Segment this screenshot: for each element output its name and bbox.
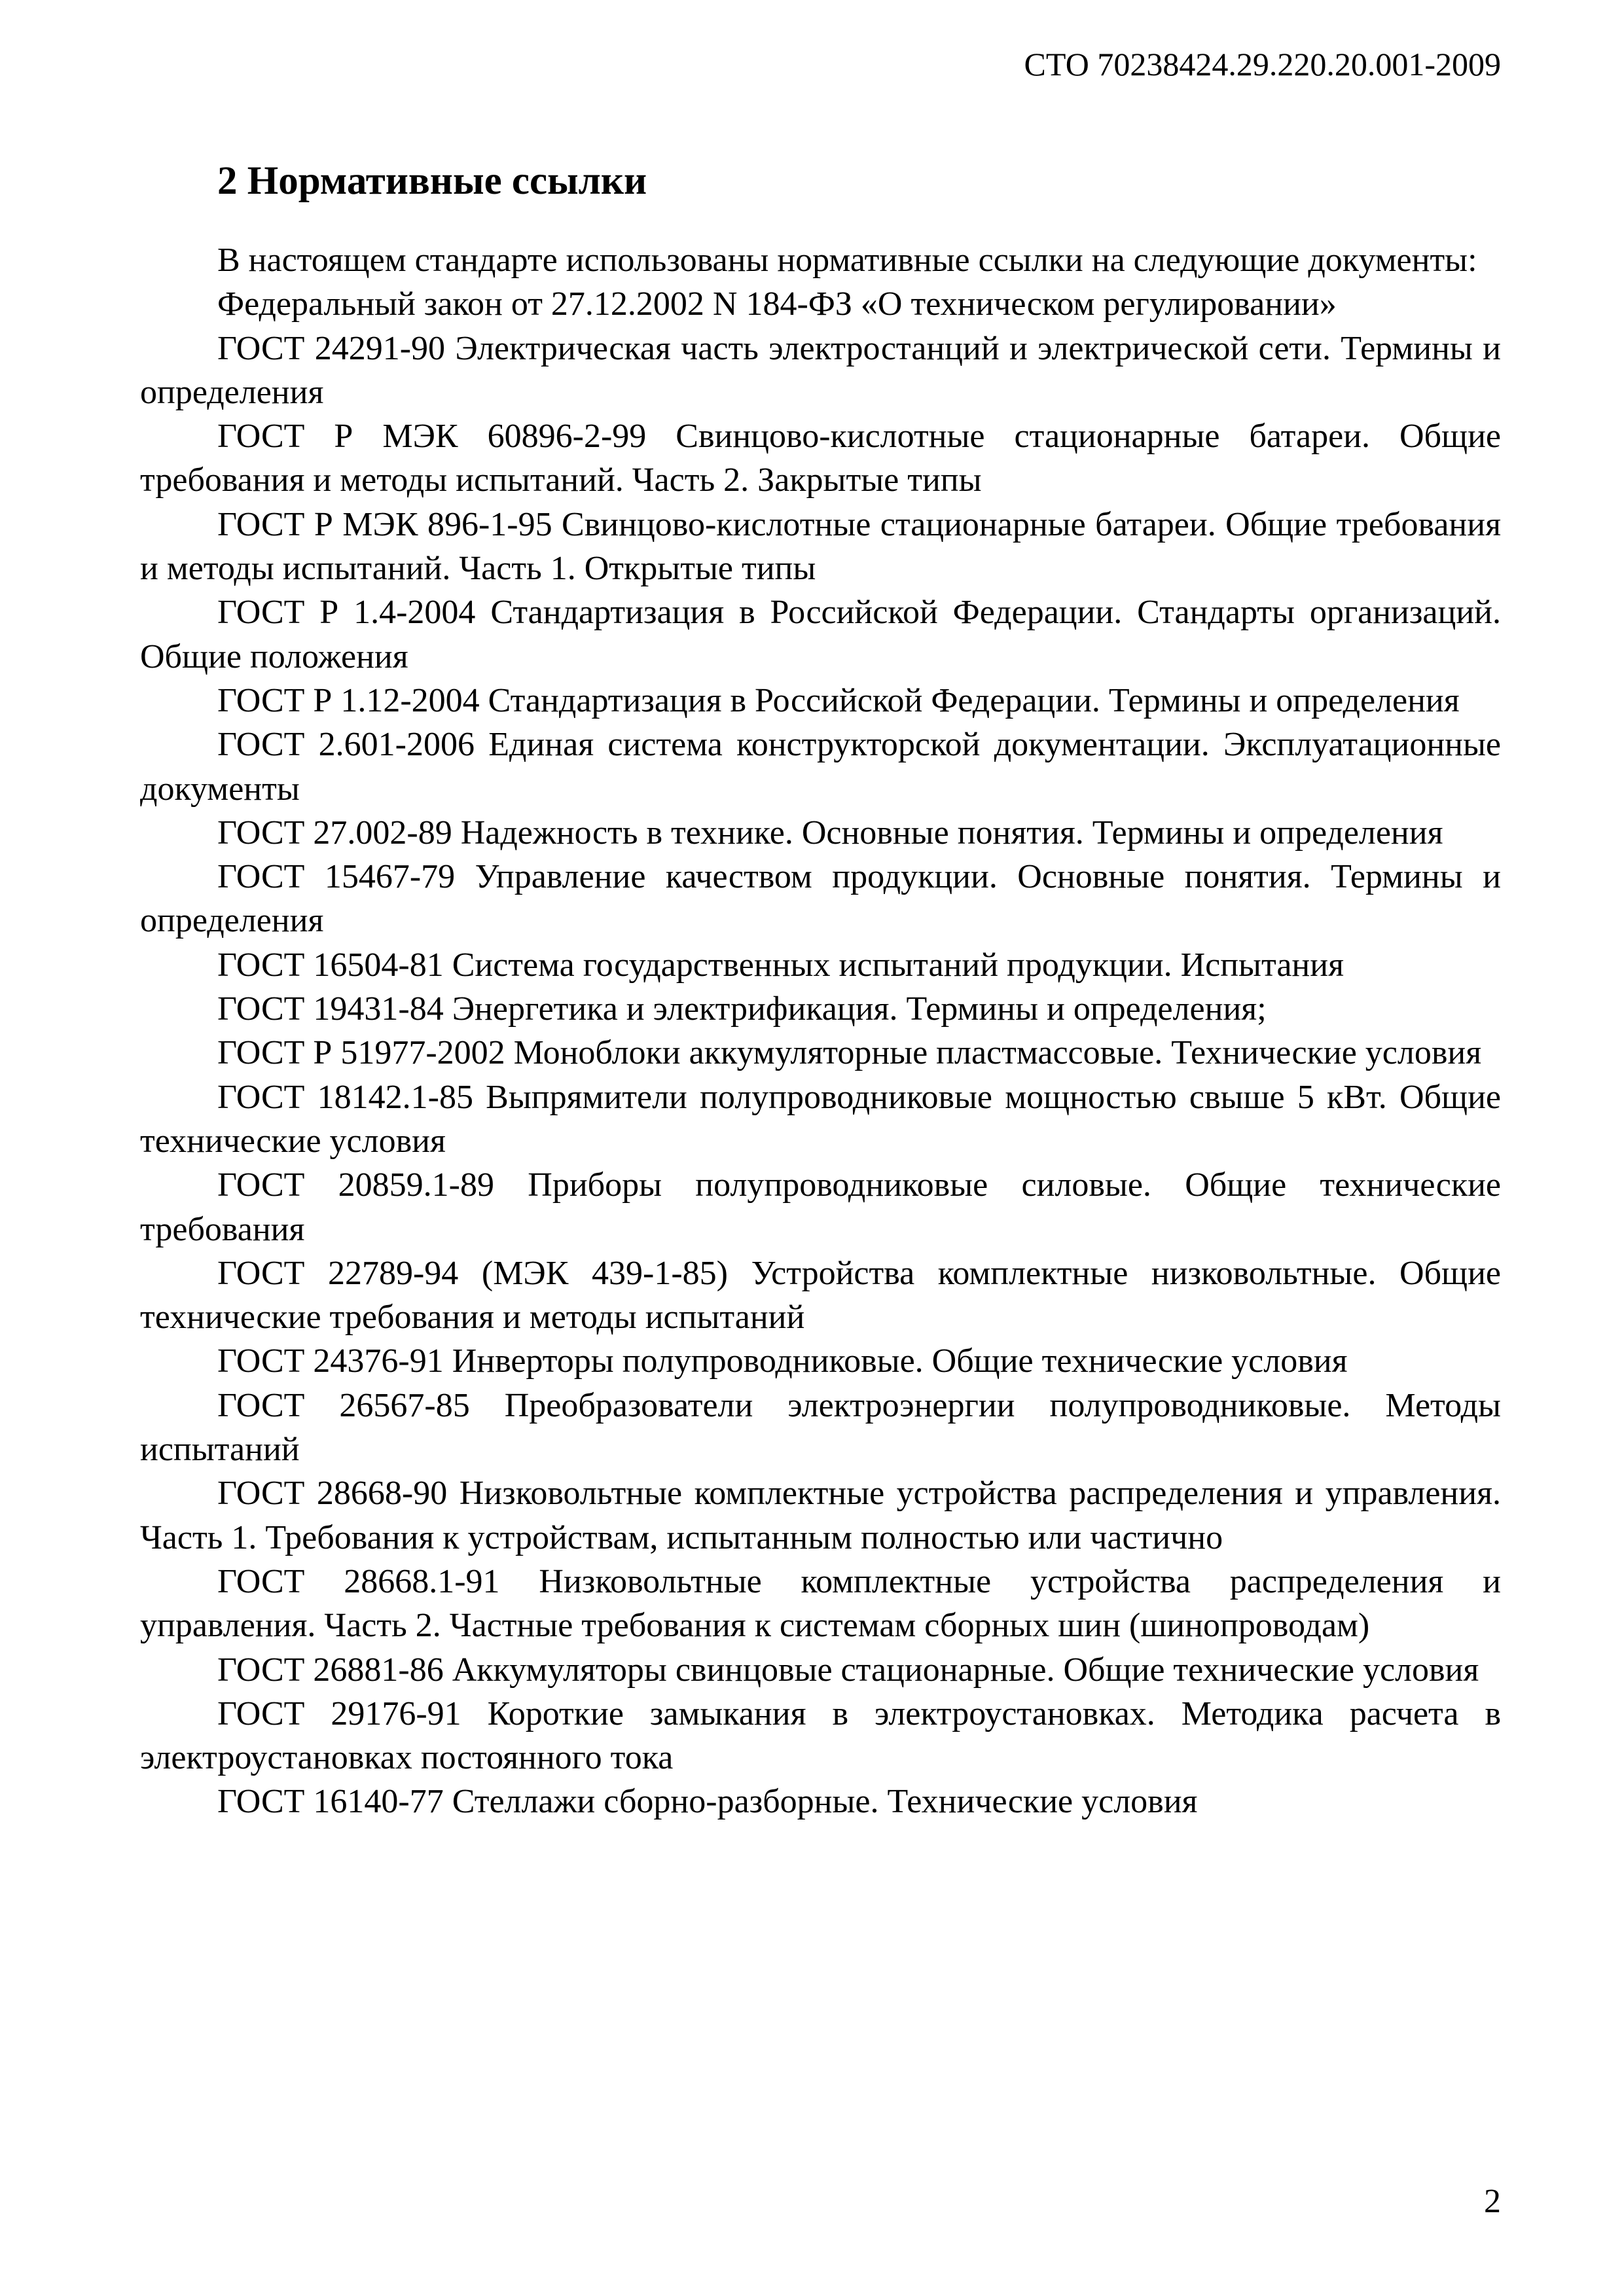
references-list <box>140 238 1501 1824</box>
reference-item: ГОСТ Р МЭК 896-1-95 Свинцово-кислотные стационарные батареи. Общие требования и методы испытаний. Часть 1. Открытые типы <box>140 505 1501 588</box>
reference-item: ГОСТ 16140-77 Стеллажи сборно-разборные. Технические условия <box>217 1783 1198 1821</box>
reference-item: ГОСТ 24376-91 Инверторы полупроводниковые. Общие технические условия <box>217 1342 1348 1380</box>
reference-item: ГОСТ 28668-90 Низковольтные комплектные устройства распределения и управления. Часть 1. Требования к устройствам, испытанным полностью или частично <box>140 1475 1501 1556</box>
reference-item: ГОСТ 15467-79 Управление качеством продукции. Основные понятия. Термины и определения <box>140 858 1501 940</box>
reference-item: ГОСТ 16504-81 Система государственных испытаний продукции. Испытания <box>217 946 1344 984</box>
reference-item: ГОСТ 19431-84 Энергетика и электрификация. Термины и определения; <box>217 990 1267 1028</box>
reference-item: ГОСТ 26881-86 Аккумуляторы свинцовые стационарные. Общие технические условия <box>217 1651 1479 1689</box>
reference-item: ГОСТ 2.601-2006 Единая система конструкторской документации. Эксплуатационные документы <box>140 726 1501 808</box>
reference-item: ГОСТ 18142.1-85 Выпрямители полупроводниковые мощностью свыше 5 кВт. Общие технические условия <box>140 1078 1501 1160</box>
section-title: 2 Нормативные ссылки <box>217 159 647 203</box>
document-code-header: СТО 70238424.29.220.20.001-2009 <box>1024 46 1501 82</box>
reference-item: ГОСТ 26567-85 Преобразователи электроэнергии полупроводниковые. Методы испытаний <box>140 1386 1501 1469</box>
page-number: 2 <box>1484 2183 1501 2220</box>
reference-item: ГОСТ Р 51977-2002 Моноблоки аккумуляторные пластмассовые. Технические условия <box>217 1034 1482 1072</box>
reference-item: ГОСТ 29176-91 Короткие замыкания в электроустановках. Методика расчета в электроустановках постоянного тока <box>140 1695 1501 1777</box>
reference-item: ГОСТ 22789-94 (МЭК 439-1-85) Устройства комплектные низковольтные. Общие технические требования и методы испытаний <box>140 1254 1501 1336</box>
intro-paragraph: В настоящем стандарте использованы нормативные ссылки на следующие документы: <box>217 242 1477 279</box>
reference-item: Федеральный закон от 27.12.2002 N 184-ФЗ «О техническом регулировании» <box>217 285 1337 323</box>
reference-item: ГОСТ Р 1.4-2004 Стандартизация в Российской Федерации. Стандарты организаций. Общие положения <box>140 594 1501 675</box>
reference-item: ГОСТ Р МЭК 60896-2-99 Свинцово-кислотные стационарные батареи. Общие требования и методы испытаний. Часть 2. Закрытые типы <box>140 418 1501 499</box>
reference-item: ГОСТ 20859.1-89 Приборы полупроводниковые силовые. Общие технические требования <box>140 1166 1501 1248</box>
reference-item: ГОСТ Р 1.12-2004 Стандартизация в Российской Федерации. Термины и определения <box>217 681 1460 719</box>
reference-item: ГОСТ 24291-90 Электрическая часть электростанций и электрической сети. Термины и определения <box>140 329 1501 411</box>
reference-item: ГОСТ 27.002-89 Надежность в технике. Основные понятия. Термины и определения <box>217 814 1443 852</box>
reference-item: ГОСТ 28668.1-91 Низковольтные комплектные устройства распределения и управления. Часть 2. Частные требования к системам сборных шин (шинопроводам) <box>140 1562 1501 1645</box>
